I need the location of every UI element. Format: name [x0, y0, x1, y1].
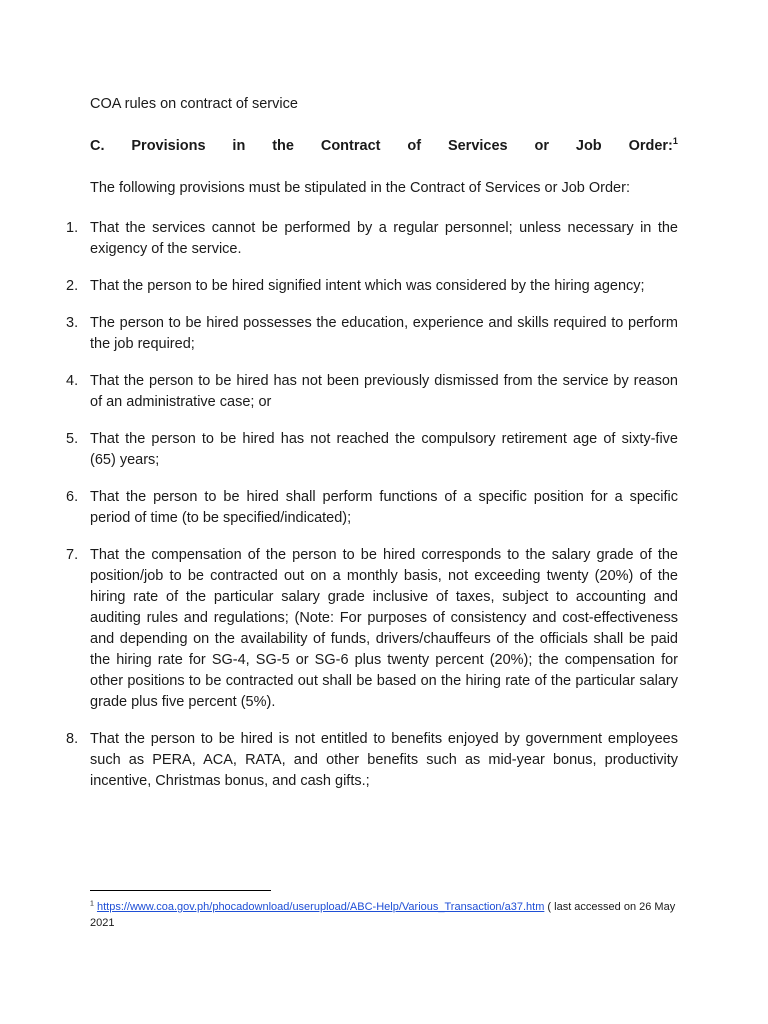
list-number: 8. — [66, 731, 79, 747]
heading-word: Order: — [628, 138, 673, 154]
list-item — [0, 371, 678, 413]
list-item — [0, 487, 678, 529]
heading-word: Contract — [320, 138, 381, 154]
list-item — [0, 218, 678, 260]
list-number: 6. — [66, 489, 79, 505]
intro-paragraph: The following provisions must be stipulated in the Contract of Services or Job Order: — [90, 180, 630, 196]
list-item-text: That the person to be hired signified intent which was considered by the hiring agency; — [90, 278, 645, 294]
heading-word: Provisions — [131, 138, 206, 154]
list-number: 1. — [66, 220, 79, 236]
heading-word: the — [272, 138, 294, 154]
heading-last-word — [629, 136, 678, 156]
list-number: 4. — [66, 373, 79, 389]
footnote — [90, 899, 680, 931]
heading-word: or — [534, 138, 549, 154]
list-item-text: That the person to be hired shall perform functions of a specific position for a specific period of time (to be specified/indicated); — [90, 489, 678, 526]
list-item-text: That the person to be hired has not reached the compulsory retirement age of sixty-five (65) years; — [90, 431, 678, 468]
footnote-link[interactable]: https://www.coa.gov.ph/phocadownload/userupload/ABC-Help/Various_Transaction/a37.htm — [96, 901, 545, 913]
list-item-text: The person to be hired possesses the education, experience and skills required to perform the job required; — [90, 315, 678, 352]
document-title: COA rules on contract of service — [90, 96, 298, 112]
list-item — [0, 276, 678, 297]
heading-word: Services — [447, 138, 508, 154]
footnote-note: ( last accessed on 26 May 2021 — [90, 901, 676, 929]
list-item — [0, 429, 678, 471]
list-item-text: That the person to be hired has not been previously dismissed from the service by reason of an administrative case; or — [90, 373, 678, 410]
provisions-list — [0, 218, 768, 808]
section-heading — [90, 136, 678, 156]
list-number: 3. — [66, 315, 79, 331]
list-item — [0, 729, 678, 792]
list-item-text: That the services cannot be performed by a regular personnel; unless necessary in the exigency of the service. — [90, 220, 678, 257]
heading-word: of — [407, 138, 422, 154]
heading-word: Job — [575, 138, 602, 154]
list-number: 2. — [66, 278, 79, 294]
list-item-text: That the person to be hired is not entitled to benefits enjoyed by government employees such as PERA, ACA, RATA, and other benefits such as mid-year bonus, productivity incentive, Christmas bonus, and cash gifts.; — [90, 731, 678, 789]
list-item — [0, 545, 678, 713]
list-item — [0, 313, 678, 355]
footnote-reference[interactable]: 1 — [672, 136, 678, 147]
heading-word: in — [232, 138, 246, 154]
footnote-marker: 1 — [90, 900, 94, 908]
footnote-divider — [90, 890, 271, 891]
list-number: 7. — [66, 547, 79, 563]
list-item-text: That the compensation of the person to be hired corresponds to the salary grade of the position/job to be contracted out on a monthly basis, not exceeding twenty (20%) of the hiring rate of the particular salary grade inclusive of taxes, subject to accounting and auditing rules and regulations; (Note: For purposes of consistency and cost-effectiveness and depending on the availability of funds, drivers/chauffeurs of the officials shall be paid the hiring rate for SG-4, SG-5 or SG-6 plus twenty percent (20%); the compensation for other positions to be contracted out shall be based on the hiring rate of the particular salary grade plus five percent (5%). — [90, 547, 678, 710]
list-number: 5. — [66, 431, 79, 447]
heading-word: C. — [90, 138, 105, 154]
